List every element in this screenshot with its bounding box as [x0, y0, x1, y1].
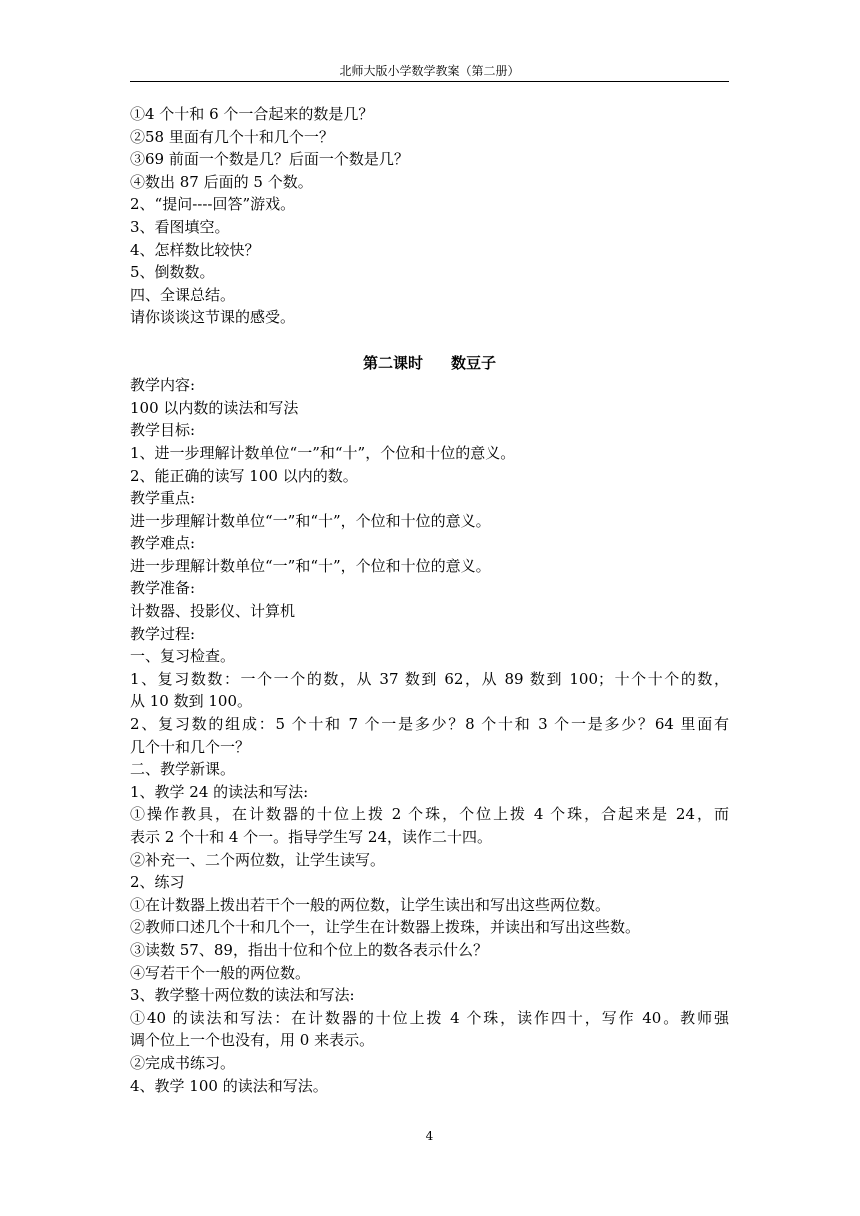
document-body [130, 103, 729, 1097]
step-line: 4、教学 100 的读法和写法。 [130, 1076, 328, 1095]
preparation-label: 教学准备: [130, 579, 196, 598]
practice-item: ④写若干个一般的两位数。 [130, 963, 311, 982]
step-line: 2、练习 [130, 873, 185, 892]
paragraph-line: 1、复习数数：一个一个的数，从 37 数到 62，从 89 数到 100；十个十个的数， [130, 669, 729, 688]
lesson-name: 数豆子 [451, 353, 497, 372]
step-line: 3、教学整十两位数的读法和写法: [130, 986, 355, 1005]
paragraph-line: 调个位上一个也没有，用 0 来表示。 [130, 1031, 375, 1050]
section-heading: 二、教学新课。 [130, 760, 236, 779]
step-line: ②完成书练习。 [130, 1053, 236, 1072]
goal-item: 2、能正确的读写 100 以内的数。 [130, 466, 358, 485]
paragraph-line: 从 10 数到 100。 [130, 692, 253, 711]
question-line: ④数出 87 后面的 5 个数。 [130, 172, 313, 191]
goal-item: 1、进一步理解计数单位“一”和“十”，个位和十位的意义。 [130, 443, 516, 462]
question-line: ③69 前面一个数是几？后面一个数是几？ [130, 150, 409, 169]
goals-label: 教学目标: [130, 421, 196, 440]
summary-line: 请你谈谈这节课的感受。 [130, 308, 296, 327]
lesson-period: 第二课时 [362, 353, 423, 372]
paragraph-line: ①操作教具，在计数器的十位上拨 2 个珠，个位上拨 4 个珠，合起来是 24，而 [130, 805, 729, 824]
question-line: ②58 里面有几个十和几个一？ [130, 127, 334, 146]
key-point-label: 教学重点: [130, 489, 196, 508]
page-header: 北师大版小学数学教案（第二册） [339, 64, 520, 78]
paragraph-line: 几个十和几个一？ [130, 737, 251, 756]
preparation-text: 计数器、投影仪、计算机 [130, 602, 296, 621]
process-label: 教学过程: [130, 624, 196, 643]
step-line: ②补充一、二个两位数，让学生读写。 [130, 850, 386, 869]
paragraph-line: 表示 2 个十和 4 个一。指导学生写 24，读作二十四。 [130, 828, 493, 846]
activity-line: 4、怎样数比较快？ [130, 240, 260, 259]
paragraph-line: ①40 的读法和写法：在计数器的十位上拨 4 个珠，读作四十，写作 40。教师强 [130, 1008, 729, 1027]
difficulty-text: 进一步理解计数单位“一”和“十”，个位和十位的意义。 [130, 556, 491, 575]
content-label: 教学内容: [130, 376, 196, 395]
blank-line [130, 329, 729, 352]
activity-line: 5、倒数数。 [130, 263, 215, 282]
section-heading: 一、复习检查。 [130, 647, 236, 666]
difficulty-label: 教学难点: [130, 534, 196, 553]
practice-item: ②教师口述几个十和几个一，让学生在计数器上拨珠，并读出和写出这些数。 [130, 918, 641, 937]
header-rule [130, 81, 729, 82]
key-point-text: 进一步理解计数单位“一”和“十”，个位和十位的意义。 [130, 511, 491, 530]
page-number: 4 [425, 1129, 434, 1143]
activity-line: 2、“提问----回答”游戏。 [130, 195, 296, 214]
practice-item: ①在计数器上拨出若干个一般的两位数，让学生读出和写出这些两位数。 [130, 895, 611, 914]
step-line: 1、教学 24 的读法和写法: [130, 782, 309, 801]
content-text: 100 以内数的读法和写法 [130, 398, 299, 417]
lesson-title [130, 352, 729, 375]
paragraph-line: 2、复习数的组成：5 个十和 7 个一是多少？8 个十和 3 个一是多少？64 里面有 [130, 715, 729, 734]
section-heading: 四、全课总结。 [130, 285, 236, 304]
activity-line: 3、看图填空。 [130, 217, 230, 236]
question-line: ①4 个十和 6 个一合起来的数是几？ [130, 105, 374, 123]
practice-item: ③读数 57、89，指出十位和个位上的数各表示什么？ [130, 940, 488, 959]
